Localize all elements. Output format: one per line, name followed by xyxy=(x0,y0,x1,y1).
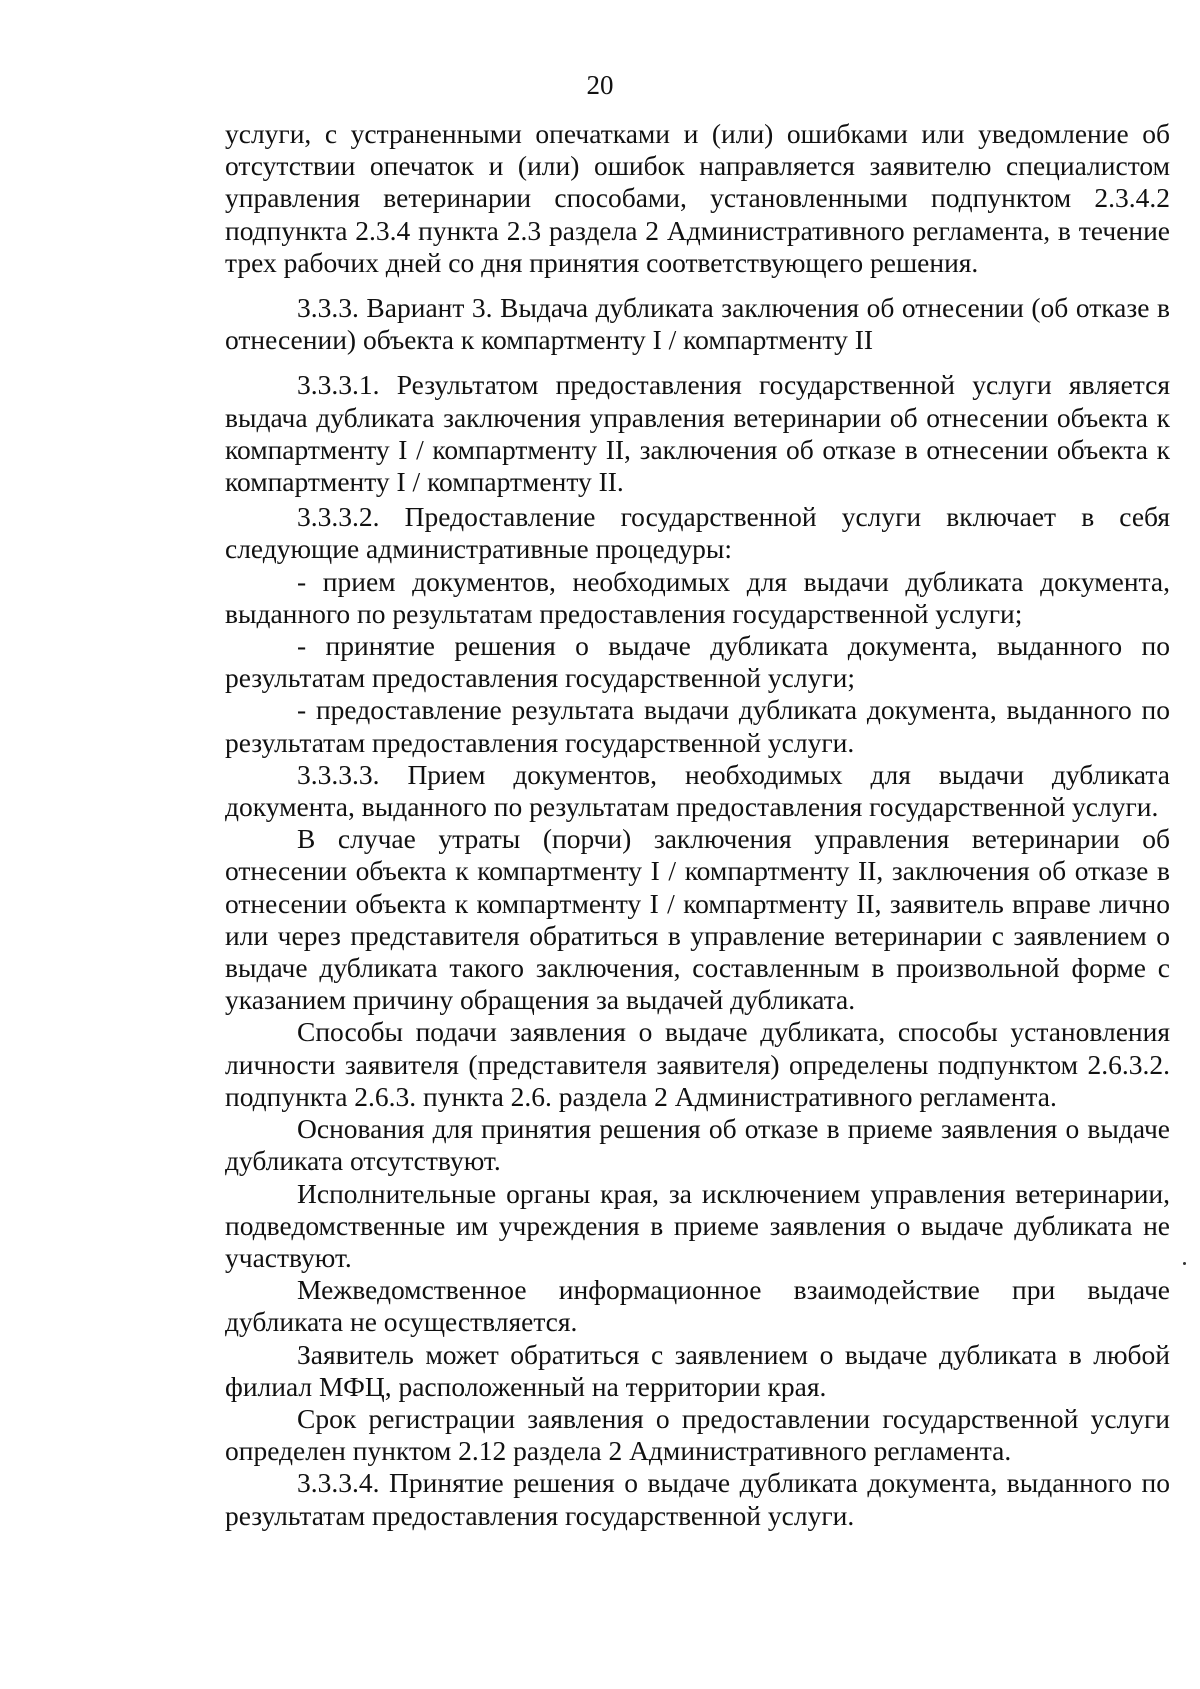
paragraph-executive-bodies: Исполнительные органы края, за исключением управления ветеринарии, подведомственные им учреждения в приеме заявления о выдаче дубликата не участвуют. xyxy=(225,1177,1170,1273)
paragraph-interagency: Межведомственное информационное взаимодействие при выдаче дубликата не осуществляется. xyxy=(225,1274,1170,1338)
paragraph-continuation: услуги, с устраненными опечатками и (или) ошибками или уведомление об отсутствии опечаток и (или) ошибок направляется заявителю специалистом управления ветеринарии способами, установленными подпунктом 2.3.4.2 подпункта 2.3.4 пункта 2.3 раздела 2 Административного регламента, в течение трех рабочих дней со дня принятия соответствующего решения. xyxy=(225,118,1170,278)
paragraph-3-3-3-4: 3.3.3.4. Принятие решения о выдаче дубликата документа, выданного по результатам предоставления государственной услуги. xyxy=(225,1467,1170,1531)
scan-speck-mark xyxy=(1183,1262,1186,1265)
paragraph-3-3-3-2: 3.3.3.2. Предоставление государственной услуги включает в себя следующие административные процедуры: xyxy=(225,501,1170,565)
list-item-procedure-1: - прием документов, необходимых для выдачи дубликата документа, выданного по результатам предоставления государственной услуги; xyxy=(225,565,1170,629)
document-body xyxy=(225,118,1170,1532)
paragraph-loss-case: В случае утраты (порчи) заключения управления ветеринарии об отнесении объекта к компартменту I / компартменту II, заключения об отказе в отнесении объекта к компартменту I / компартменту II, заявитель вправе лично или через представителя обратиться в управление ветеринарии с заявлением о выдаче дубликата такого заключения, составленным в произвольной форме с указанием причину обращения за выдачей дубликата. xyxy=(225,823,1170,1016)
list-item-procedure-2: - принятие решения о выдаче дубликата документа, выданного по результатам предоставления государственной услуги; xyxy=(225,630,1170,694)
paragraph-refusal-grounds: Основания для принятия решения об отказе в приеме заявления о выдаче дубликата отсутствуют. xyxy=(225,1113,1170,1177)
paragraph-section-3-3-3: 3.3.3. Вариант 3. Выдача дубликата заключения об отнесении (об отказе в отнесении) объекта к компартменту I / компартменту II xyxy=(225,292,1170,356)
list-item-procedure-3: - предоставление результата выдачи дубликата документа, выданного по результатам предоставления государственной услуги. xyxy=(225,694,1170,758)
paragraph-3-3-3-1: 3.3.3.1. Результатом предоставления государственной услуги является выдача дубликата заключения управления ветеринарии об отнесении объекта к компартменту I / компартменту II, заключения об отказе в отнесении объекта к компартменту I / компартменту II. xyxy=(225,369,1170,498)
paragraph-3-3-3-3: 3.3.3.3. Прием документов, необходимых для выдачи дубликата документа, выданного по результатам предоставления государственной услуги. xyxy=(225,758,1170,823)
page-number: 20 xyxy=(586,70,614,100)
paragraph-mfc: Заявитель может обратиться с заявлением о выдаче дубликата в любой филиал МФЦ, расположенный на территории края. xyxy=(225,1338,1170,1402)
paragraph-registration-term: Срок регистрации заявления о предоставлении государственной услуги определен пунктом 2.12 раздела 2 Административного регламента. xyxy=(225,1402,1170,1467)
paragraph-submission-methods: Способы подачи заявления о выдаче дубликата, способы установления личности заявителя (представителя заявителя) определены подпунктом 2.6.3.2. подпункта 2.6.3. пункта 2.6. раздела 2 Административного регламента. xyxy=(225,1016,1170,1112)
